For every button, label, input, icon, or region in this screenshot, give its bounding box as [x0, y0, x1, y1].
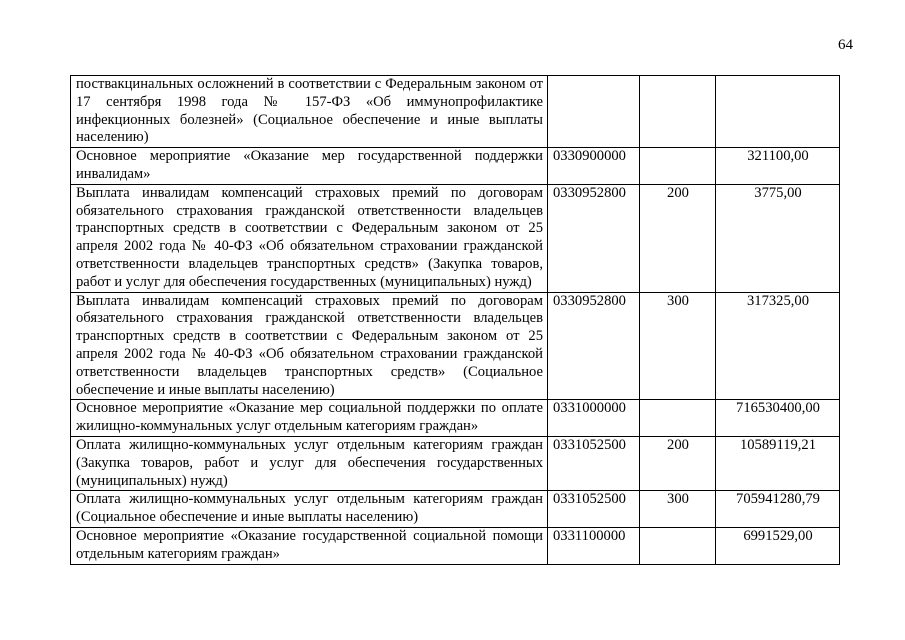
table-row: [71, 292, 840, 400]
expense-type-cell: [640, 527, 716, 564]
expense-type-cell: 200: [640, 436, 716, 490]
target-code-cell: 0331100000: [548, 527, 640, 564]
amount-cell: 10589119,21: [716, 436, 840, 490]
target-code-cell: [548, 76, 640, 148]
amount-cell: 6991529,00: [716, 527, 840, 564]
description-cell: Основное мероприятие «Оказание государственной социальной помощи отдельным категориям граждан»: [71, 527, 548, 564]
expense-type-cell: [640, 148, 716, 185]
amount-cell: 317325,00: [716, 292, 840, 400]
description-cell: Основное мероприятие «Оказание мер государственной поддержки инвалидам»: [71, 148, 548, 185]
table-row: [71, 148, 840, 185]
amount-cell: 705941280,79: [716, 491, 840, 528]
description-cell: Оплата жилищно-коммунальных услуг отдельным категориям граждан (Социальное обеспечение и иные выплаты населению): [71, 491, 548, 528]
target-code-cell: 0331052500: [548, 491, 640, 528]
table-row: [71, 436, 840, 490]
table-row: [71, 527, 840, 564]
table-row: [71, 491, 840, 528]
expense-type-cell: [640, 400, 716, 437]
expense-type-cell: [640, 76, 716, 148]
table-row: [71, 76, 840, 148]
description-cell: Основное мероприятие «Оказание мер социальной поддержки по оплате жилищно-коммунальных услуг отдельным категориям граждан»: [71, 400, 548, 437]
description-cell: Выплата инвалидам компенсаций страховых премий по договорам обязательного страхования гражданской ответственности владельцев транспортных средств в соответствии с Федеральным законом от 25 апреля 2002 года № 40-ФЗ «Об обязательном страховании гражданской ответственности владельцев транспортных средств» (Закупка товаров, работ и услуг для обеспечения государственных (муниципальных) нужд): [71, 184, 548, 292]
expense-type-cell: 300: [640, 491, 716, 528]
target-code-cell: 0331052500: [548, 436, 640, 490]
amount-cell: 716530400,00: [716, 400, 840, 437]
description-cell: поствакцинальных осложнений в соответствии с Федеральным законом от 17 сентября 1998 года № 157-ФЗ «Об иммунопрофилактике инфекционных болезней» (Социальное обеспечение и иные выплаты населению): [71, 76, 548, 148]
page-number: 64: [838, 37, 853, 53]
expense-type-cell: 200: [640, 184, 716, 292]
table-row: [71, 400, 840, 437]
amount-cell: 3775,00: [716, 184, 840, 292]
table-row: [71, 184, 840, 292]
target-code-cell: 0330952800: [548, 292, 640, 400]
description-cell: Выплата инвалидам компенсаций страховых премий по договорам обязательного страхования гражданской ответственности владельцев транспортных средств в соответствии с Федеральным законом от 25 апреля 2002 года № 40-ФЗ «Об обязательном страховании гражданской ответственности владельцев транспортных средств» (Социальное обеспечение и иные выплаты населению): [71, 292, 548, 400]
expense-type-cell: 300: [640, 292, 716, 400]
target-code-cell: 0331000000: [548, 400, 640, 437]
amount-cell: [716, 76, 840, 148]
amount-cell: 321100,00: [716, 148, 840, 185]
target-code-cell: 0330900000: [548, 148, 640, 185]
description-cell: Оплата жилищно-коммунальных услуг отдельным категориям граждан (Закупка товаров, работ и услуг для обеспечения государственных (муниципальных) нужд): [71, 436, 548, 490]
target-code-cell: 0330952800: [548, 184, 640, 292]
budget-table: [70, 75, 840, 565]
